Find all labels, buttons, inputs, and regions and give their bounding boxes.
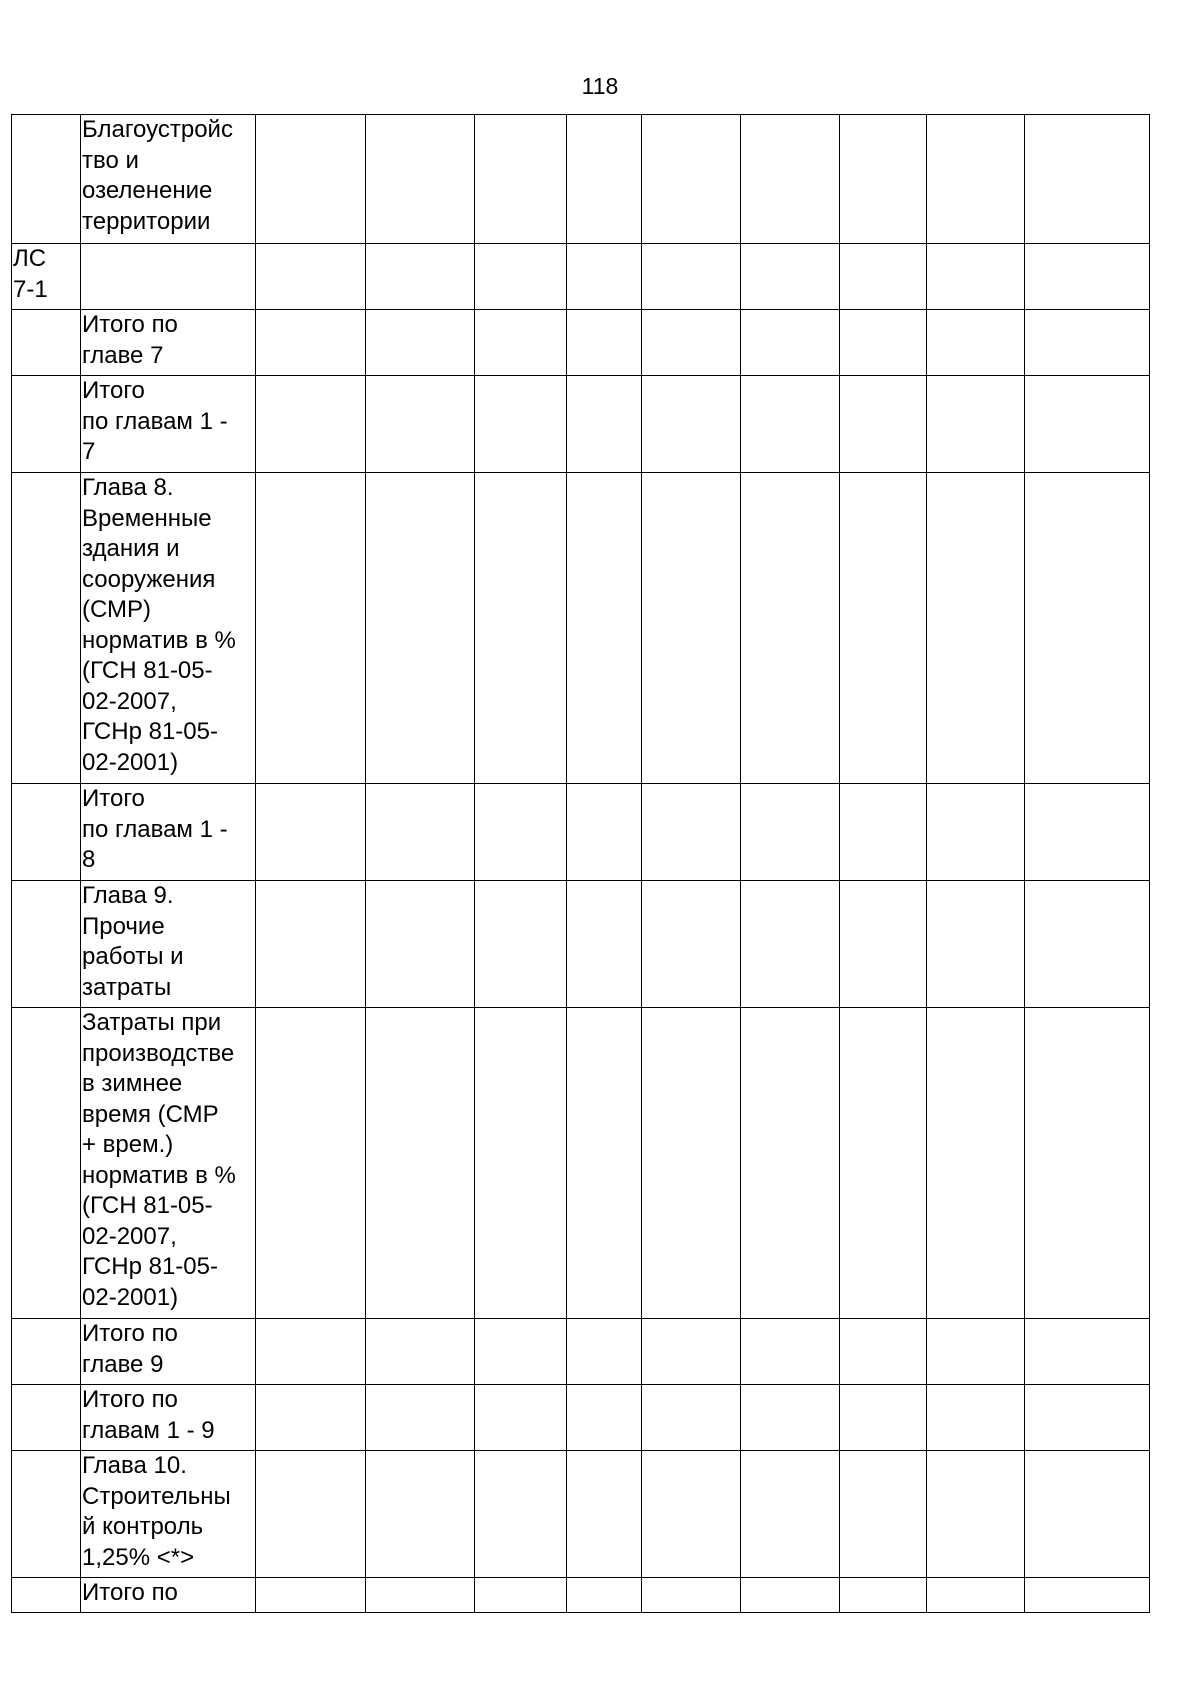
value-cell bbox=[256, 115, 366, 244]
value-cell bbox=[642, 473, 741, 784]
value-cell bbox=[840, 1578, 927, 1613]
value-cell bbox=[927, 473, 1025, 784]
value-cell bbox=[927, 1319, 1025, 1385]
value-cell bbox=[840, 376, 927, 473]
value-cell bbox=[366, 784, 475, 881]
value-cell bbox=[840, 310, 927, 376]
value-cell bbox=[475, 473, 567, 784]
table-row bbox=[12, 881, 1150, 1008]
value-cell bbox=[366, 1385, 475, 1451]
value-cell bbox=[741, 244, 840, 310]
value-cell bbox=[475, 244, 567, 310]
value-cell bbox=[840, 473, 927, 784]
row-name-cell: Итого по главам 1 - 8 bbox=[81, 784, 256, 881]
value-cell bbox=[840, 244, 927, 310]
row-code-cell: ЛС 7-1 bbox=[12, 244, 81, 310]
value-cell bbox=[642, 881, 741, 1008]
value-cell bbox=[366, 244, 475, 310]
value-cell bbox=[840, 784, 927, 881]
row-code-cell bbox=[12, 881, 81, 1008]
row-name-cell: Итого по главам 1 - 9 bbox=[81, 1385, 256, 1451]
value-cell bbox=[642, 376, 741, 473]
row-name-cell: Глава 10. Строительны й контроль 1,25% <*> bbox=[81, 1451, 256, 1578]
value-cell bbox=[567, 1008, 642, 1319]
page-number: 118 bbox=[581, 73, 619, 99]
row-code-cell bbox=[12, 1319, 81, 1385]
value-cell bbox=[927, 1451, 1025, 1578]
estimate-table bbox=[11, 114, 1150, 1613]
table-row bbox=[12, 473, 1150, 784]
value-cell bbox=[475, 115, 567, 244]
table-row bbox=[12, 1319, 1150, 1385]
row-code-cell bbox=[12, 115, 81, 244]
row-code-cell bbox=[12, 1385, 81, 1451]
row-code-cell bbox=[12, 1451, 81, 1578]
value-cell bbox=[256, 1319, 366, 1385]
value-cell bbox=[741, 376, 840, 473]
value-cell bbox=[1025, 1451, 1150, 1578]
value-cell bbox=[927, 881, 1025, 1008]
value-cell bbox=[927, 1385, 1025, 1451]
value-cell bbox=[741, 473, 840, 784]
value-cell bbox=[256, 376, 366, 473]
table-row bbox=[12, 1385, 1150, 1451]
value-cell bbox=[366, 1319, 475, 1385]
value-cell bbox=[642, 115, 741, 244]
row-name-cell: Итого по главе 7 bbox=[81, 310, 256, 376]
value-cell bbox=[741, 115, 840, 244]
value-cell bbox=[256, 1385, 366, 1451]
row-name-cell: Итого по bbox=[81, 1578, 256, 1613]
value-cell bbox=[741, 1008, 840, 1319]
table-row bbox=[12, 310, 1150, 376]
value-cell bbox=[567, 115, 642, 244]
value-cell bbox=[1025, 1385, 1150, 1451]
value-cell bbox=[642, 310, 741, 376]
table-row bbox=[12, 244, 1150, 310]
row-name-cell: Глава 9. Прочие работы и затраты bbox=[81, 881, 256, 1008]
value-cell bbox=[741, 310, 840, 376]
value-cell bbox=[642, 1385, 741, 1451]
row-code-cell bbox=[12, 473, 81, 784]
value-cell bbox=[642, 244, 741, 310]
row-name-cell: Благоустройс тво и озеленение территории bbox=[81, 115, 256, 244]
value-cell bbox=[475, 881, 567, 1008]
value-cell bbox=[927, 115, 1025, 244]
value-cell bbox=[366, 310, 475, 376]
value-cell bbox=[366, 1578, 475, 1613]
value-cell bbox=[366, 473, 475, 784]
value-cell bbox=[475, 1385, 567, 1451]
row-name-cell: Итого по главе 9 bbox=[81, 1319, 256, 1385]
value-cell bbox=[840, 1008, 927, 1319]
value-cell bbox=[366, 115, 475, 244]
value-cell bbox=[475, 784, 567, 881]
value-cell bbox=[927, 1578, 1025, 1613]
value-cell bbox=[1025, 1319, 1150, 1385]
row-code-cell bbox=[12, 1578, 81, 1613]
value-cell bbox=[1025, 1578, 1150, 1613]
value-cell bbox=[475, 310, 567, 376]
value-cell bbox=[741, 1578, 840, 1613]
row-name-cell bbox=[81, 244, 256, 310]
value-cell bbox=[567, 1451, 642, 1578]
value-cell bbox=[475, 1578, 567, 1613]
value-cell bbox=[927, 310, 1025, 376]
row-code-cell bbox=[12, 784, 81, 881]
row-name-cell: Итого по главам 1 - 7 bbox=[81, 376, 256, 473]
value-cell bbox=[1025, 244, 1150, 310]
value-cell bbox=[567, 784, 642, 881]
table-row bbox=[12, 1451, 1150, 1578]
value-cell bbox=[366, 881, 475, 1008]
value-cell bbox=[567, 244, 642, 310]
value-cell bbox=[927, 784, 1025, 881]
value-cell bbox=[475, 1008, 567, 1319]
value-cell bbox=[256, 881, 366, 1008]
value-cell bbox=[1025, 473, 1150, 784]
value-cell bbox=[1025, 376, 1150, 473]
value-cell bbox=[741, 784, 840, 881]
value-cell bbox=[256, 473, 366, 784]
value-cell bbox=[475, 376, 567, 473]
value-cell bbox=[366, 376, 475, 473]
value-cell bbox=[741, 1451, 840, 1578]
value-cell bbox=[927, 244, 1025, 310]
value-cell bbox=[840, 1385, 927, 1451]
value-cell bbox=[567, 376, 642, 473]
value-cell bbox=[642, 1008, 741, 1319]
value-cell bbox=[1025, 1008, 1150, 1319]
value-cell bbox=[741, 1319, 840, 1385]
value-cell bbox=[256, 784, 366, 881]
value-cell bbox=[567, 1578, 642, 1613]
value-cell bbox=[642, 1578, 741, 1613]
value-cell bbox=[1025, 784, 1150, 881]
value-cell bbox=[366, 1451, 475, 1578]
value-cell bbox=[642, 1451, 741, 1578]
table-row bbox=[12, 1008, 1150, 1319]
value-cell bbox=[741, 1385, 840, 1451]
value-cell bbox=[840, 1319, 927, 1385]
value-cell bbox=[475, 1451, 567, 1578]
value-cell bbox=[256, 1008, 366, 1319]
value-cell bbox=[567, 881, 642, 1008]
value-cell bbox=[840, 115, 927, 244]
value-cell bbox=[642, 784, 741, 881]
value-cell bbox=[642, 1319, 741, 1385]
value-cell bbox=[256, 310, 366, 376]
value-cell bbox=[256, 1451, 366, 1578]
row-code-cell bbox=[12, 376, 81, 473]
value-cell bbox=[1025, 310, 1150, 376]
value-cell bbox=[741, 881, 840, 1008]
value-cell bbox=[475, 1319, 567, 1385]
value-cell bbox=[840, 1451, 927, 1578]
table-row bbox=[12, 1578, 1150, 1613]
row-name-cell: Затраты при производстве в зимнее время (СМР + врем.) норматив в % (ГСН 81-05- 02-2007, ГСНр 81-05- 02-2001) bbox=[81, 1008, 256, 1319]
value-cell bbox=[927, 1008, 1025, 1319]
value-cell bbox=[840, 881, 927, 1008]
row-code-cell bbox=[12, 1008, 81, 1319]
value-cell bbox=[567, 1385, 642, 1451]
table-row bbox=[12, 115, 1150, 244]
value-cell bbox=[567, 473, 642, 784]
row-code-cell bbox=[12, 310, 81, 376]
value-cell bbox=[567, 310, 642, 376]
value-cell bbox=[1025, 115, 1150, 244]
value-cell bbox=[927, 376, 1025, 473]
value-cell bbox=[366, 1008, 475, 1319]
table-row bbox=[12, 784, 1150, 881]
table-row bbox=[12, 376, 1150, 473]
value-cell bbox=[256, 1578, 366, 1613]
value-cell bbox=[567, 1319, 642, 1385]
row-name-cell: Глава 8. Временные здания и сооружения (СМР) норматив в % (ГСН 81-05- 02-2007, ГСНр 81-05- 02-2001) bbox=[81, 473, 256, 784]
value-cell bbox=[256, 244, 366, 310]
value-cell bbox=[1025, 881, 1150, 1008]
